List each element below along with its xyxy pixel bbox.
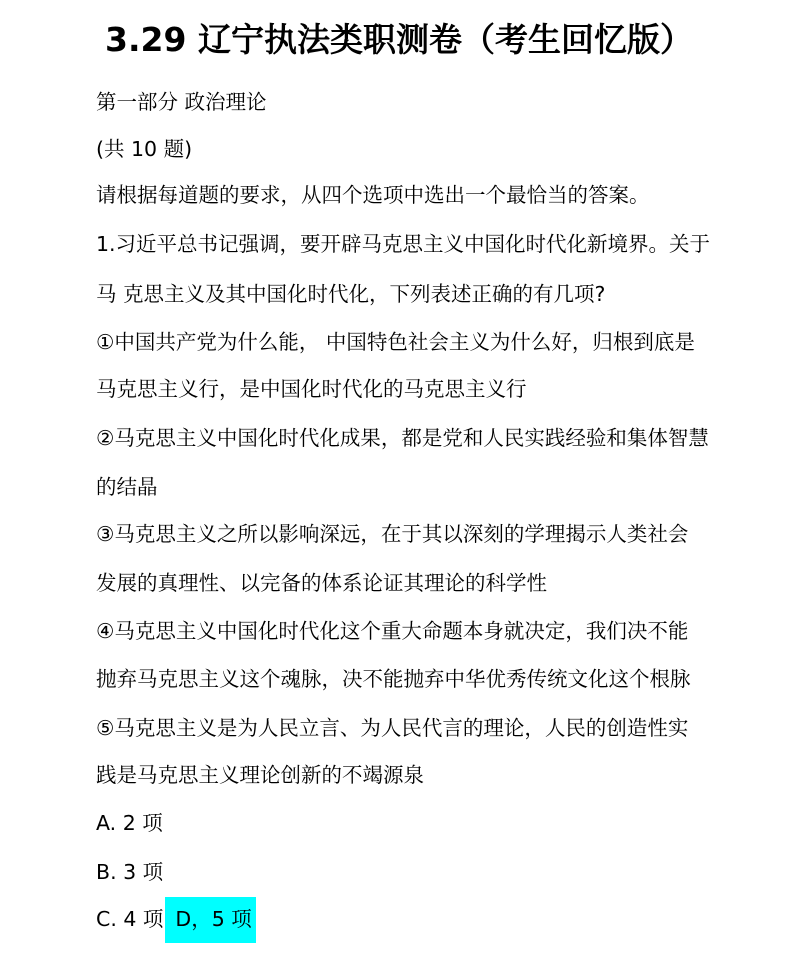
page-title: 3.29 辽宁执法类职测卷（考生回忆版） — [105, 20, 693, 59]
question-stem-line-2: 马 克思主义及其中国化时代化，下列表述正确的有几项? — [96, 282, 606, 306]
option-b: B. 3 项 — [96, 860, 164, 884]
instruction-text: 请根据每道题的要求，从四个选项中选出一个最恰当的答案。 — [96, 183, 650, 207]
statement-3-line-1: ③马克思主义之所以影响深远，在于其以深刻的学理揭示人类社会 — [96, 522, 689, 546]
statement-5-line-1: ⑤马克思主义是为人民立言、为人民代言的理论，人民的创造性实 — [96, 716, 689, 740]
statement-2-line-2: 的结晶 — [96, 475, 158, 499]
option-row-c-d — [96, 897, 256, 943]
option-c: C. 4 项 — [96, 907, 164, 931]
statement-1-line-2: 马克思主义行，是中国化时代化的马克思主义行 — [96, 377, 527, 401]
statement-2-line-1: ②马克思主义中国化时代化成果，都是党和人民实践经验和集体智慧 — [96, 426, 709, 450]
section-heading: 第一部分 政治理论 — [96, 90, 267, 114]
statement-5-line-2: 践是马克思主义理论创新的不竭源泉 — [96, 763, 424, 787]
statement-3-line-2: 发展的真理性、以完备的体系论证其理论的科学性 — [96, 571, 547, 595]
option-d-highlighted: D，5 项 — [165, 897, 255, 943]
statement-4-line-2: 抛弃马克思主义这个魂脉，决不能抛弃中华优秀传统文化这个根脉 — [96, 667, 691, 691]
option-a: A. 2 项 — [96, 811, 163, 835]
question-count: (共 10 题) — [96, 137, 193, 161]
statement-1-line-1: ①中国共产党为什么能， 中国特色社会主义为什么好，归根到底是 — [96, 330, 695, 354]
question-stem-line-1: 1.习近平总书记强调，要开辟马克思主义中国化时代化新境界。关于 — [96, 232, 711, 256]
statement-4-line-1: ④马克思主义中国化时代化这个重大命题本身就决定，我们决不能 — [96, 619, 689, 643]
